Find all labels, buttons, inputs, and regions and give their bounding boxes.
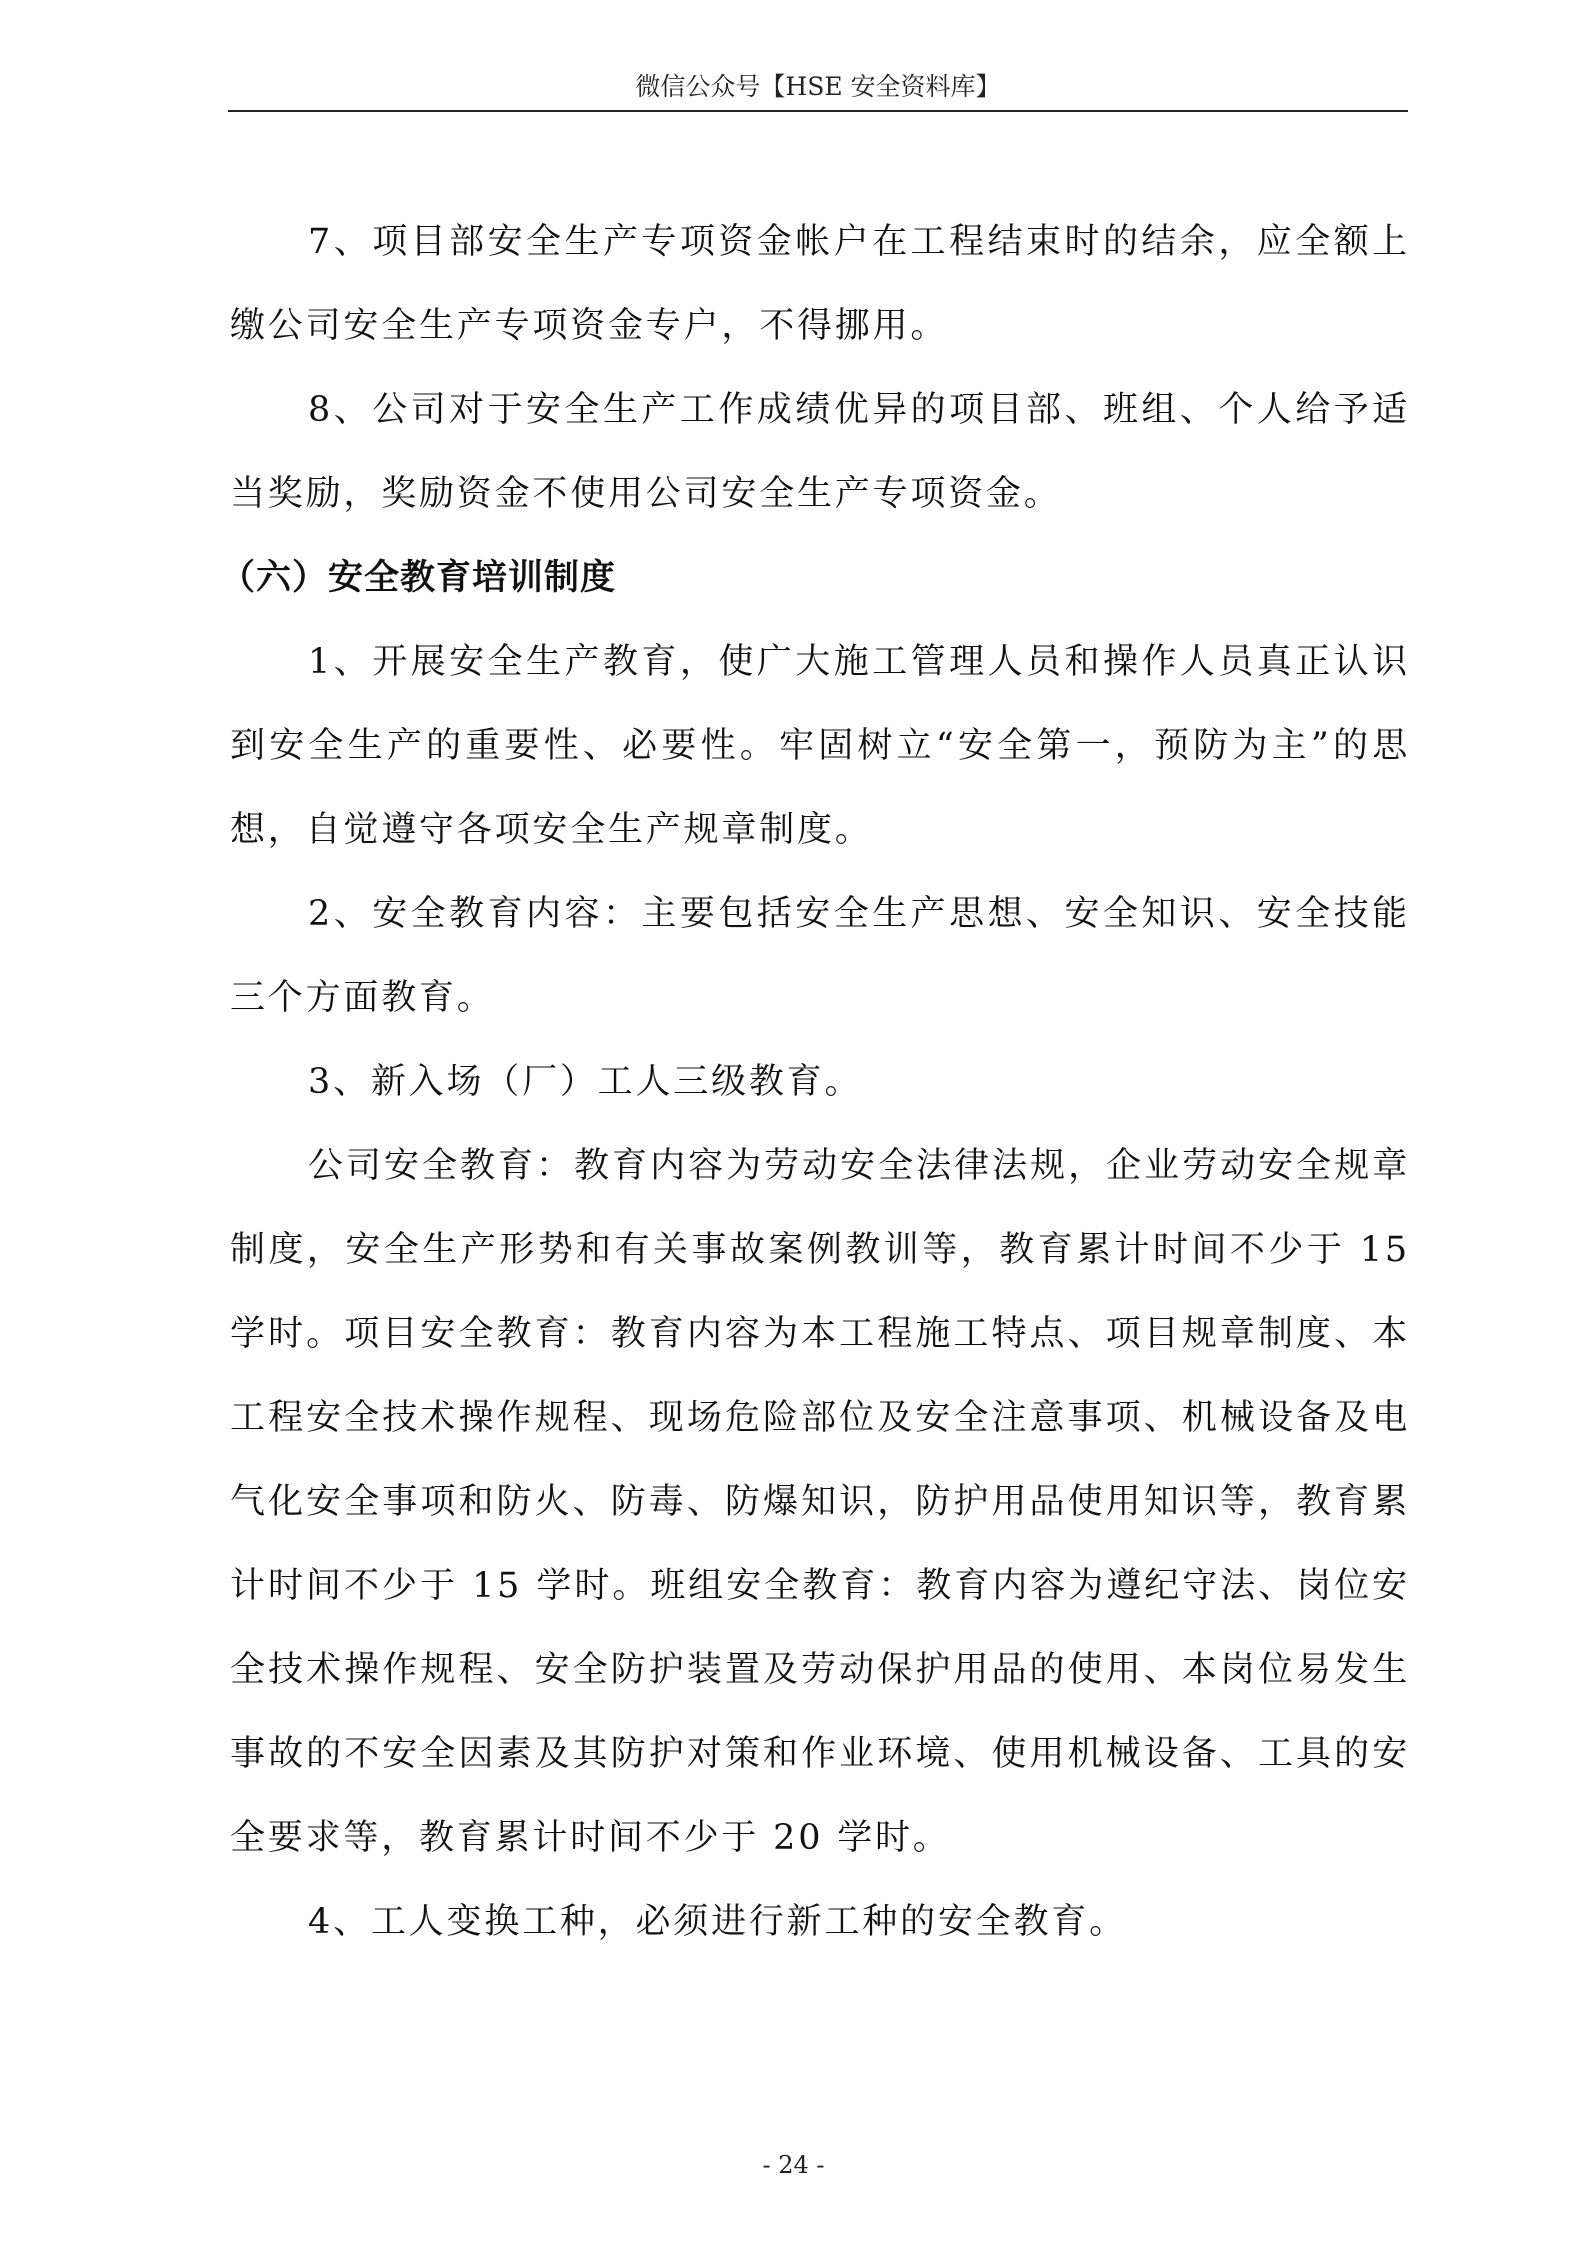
paragraph-item-1: 1、开展安全生产教育，使广大施工管理人员和操作人员真正认识到安全生产的重要性、必要性。牢固树立“安全第一，预防为主”的思想，自觉遵守各项安全生产规章制度。 — [230, 642, 1410, 850]
paragraph-item-2: 2、安全教育内容：主要包括安全生产思想、安全知识、安全技能三个方面教育。 — [230, 894, 1410, 1018]
document-body — [220, 200, 1410, 1964]
section-heading: （六）安全教育培训制度 — [220, 557, 617, 598]
paragraph-item-8: 8、公司对于安全生产工作成绩优异的项目部、班组、个人给予适当奖励，奖励资金不使用公司安全生产专项资金。 — [230, 390, 1410, 514]
paragraph-item-3: 3、新入场（厂）工人三级教育。 — [308, 1062, 863, 1102]
paragraph-item-7: 7、项目部安全生产专项资金帐户在工程结束时的结余，应全额上缴公司安全生产专项资金专户，不得挪用。 — [230, 222, 1410, 346]
header-divider — [228, 110, 1408, 112]
page-number: - 24 - — [762, 2151, 825, 2179]
page-header: 微信公众号【HSE 安全资料库】 — [635, 72, 1001, 101]
paragraph-item-4: 4、工人变换工种，必须进行新工种的安全教育。 — [308, 1902, 1127, 1942]
paragraph-item-3-detail: 公司安全教育：教育内容为劳动安全法律法规，企业劳动安全规章制度，安全生产形势和有关事故案例教训等，教育累计时间不少于 15 学时。项目安全教育：教育内容为本工程施工特点、项目规章制度、本工程安全技术操作规程、现场危险部位及安全注意事项、机械设备及电气化安全事项和防火、防毒、防爆知识，防护用品使用知识等，教育累计时间不少于 15 学时。班组安全教育：教育内容为遵纪守法、岗位安全技术操作规程、安全防护装置及劳动保护用品的使用、本岗位易发生事故的不安全因素及其防护对策和作业环境、使用机械设备、工具的安全要求等，教育累计时间不少于 20 学时。 — [230, 1146, 1410, 1858]
